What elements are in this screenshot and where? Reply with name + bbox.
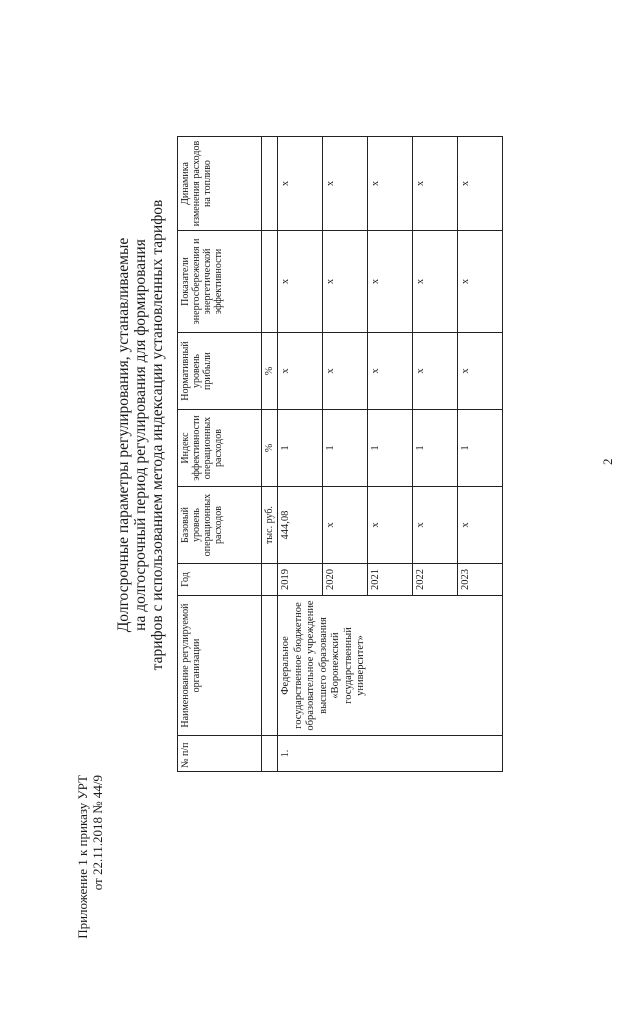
unit-profit-level: % bbox=[262, 333, 278, 410]
year-cell: 2020 bbox=[323, 564, 368, 596]
appendix-order-date: от 22.11.2018 № 44/9 bbox=[90, 775, 105, 891]
year-cell: 2023 bbox=[458, 564, 503, 596]
profit-level-cell: х bbox=[368, 333, 413, 410]
fuel-dynamics-cell: х bbox=[323, 137, 368, 231]
year-cell: 2019 bbox=[278, 564, 323, 596]
table-cell bbox=[262, 736, 278, 772]
page-number: 2 bbox=[600, 458, 615, 465]
efficiency-index-cell: 1 bbox=[368, 410, 413, 487]
profit-level-cell: х bbox=[458, 333, 503, 410]
efficiency-index-cell: 1 bbox=[323, 410, 368, 487]
fuel-dynamics-cell: х bbox=[368, 137, 413, 231]
header-year: Год bbox=[178, 564, 262, 596]
header-profit-level: Нормативный уровень прибыли bbox=[178, 333, 262, 410]
title-line: на долгосрочный период регулирования для формирования bbox=[132, 239, 149, 631]
header-efficiency-index: Индекс эффективности операционных расходов bbox=[178, 410, 262, 487]
table-cell bbox=[262, 564, 278, 596]
row-number: 1. bbox=[278, 736, 503, 772]
table-row bbox=[278, 137, 323, 772]
base-opex-cell: х bbox=[323, 487, 368, 564]
base-opex-cell: х bbox=[458, 487, 503, 564]
profit-level-cell: х bbox=[413, 333, 458, 410]
table-cell bbox=[262, 231, 278, 333]
appendix-line: Приложение 1 к приказу УРТ bbox=[75, 775, 90, 939]
table-header-row bbox=[178, 137, 262, 772]
unit-base-opex: тыс. руб. bbox=[262, 487, 278, 564]
energy-saving-cell: х bbox=[413, 231, 458, 333]
energy-saving-cell: х bbox=[368, 231, 413, 333]
base-opex-cell: 444,08 bbox=[278, 487, 323, 564]
efficiency-index-cell: 1 bbox=[413, 410, 458, 487]
energy-saving-cell: х bbox=[458, 231, 503, 333]
document-title bbox=[115, 105, 166, 765]
title-line: тарифов с использованием метода индексации установленных тарифов bbox=[149, 199, 166, 671]
table-units-row bbox=[262, 137, 278, 772]
header-energy-saving: Показатели энергосбережения и энергетической эффективности bbox=[178, 231, 262, 333]
efficiency-index-cell: 1 bbox=[458, 410, 503, 487]
fuel-dynamics-cell: х bbox=[458, 137, 503, 231]
header-base-opex: Базовый уровень операционных расходов bbox=[178, 487, 262, 564]
header-fuel-dynamics: Динамика изменения расходов на топливо bbox=[178, 137, 262, 231]
organization-name: Федеральное государственное бюджетное образовательное учреждение высшего образования «Воронежский государственный университет» bbox=[278, 596, 503, 736]
header-organization: Наименование регулируемой организации bbox=[178, 596, 262, 736]
energy-saving-cell: х bbox=[278, 231, 323, 333]
fuel-dynamics-cell: х bbox=[278, 137, 323, 231]
energy-saving-cell: х bbox=[323, 231, 368, 333]
year-cell: 2022 bbox=[413, 564, 458, 596]
table-cell bbox=[262, 596, 278, 736]
fuel-dynamics-cell: х bbox=[413, 137, 458, 231]
year-cell: 2021 bbox=[368, 564, 413, 596]
header-number: № п/п bbox=[178, 736, 262, 772]
profit-level-cell: х bbox=[278, 333, 323, 410]
profit-level-cell: х bbox=[323, 333, 368, 410]
base-opex-cell: х bbox=[368, 487, 413, 564]
parameters-table bbox=[177, 136, 503, 772]
efficiency-index-cell: 1 bbox=[278, 410, 323, 487]
unit-efficiency-index: % bbox=[262, 410, 278, 487]
base-opex-cell: х bbox=[413, 487, 458, 564]
title-line: Долгосрочные параметры регулирования, устанавливаемые bbox=[115, 237, 132, 633]
table-cell bbox=[262, 137, 278, 231]
appendix-reference bbox=[75, 775, 105, 1035]
